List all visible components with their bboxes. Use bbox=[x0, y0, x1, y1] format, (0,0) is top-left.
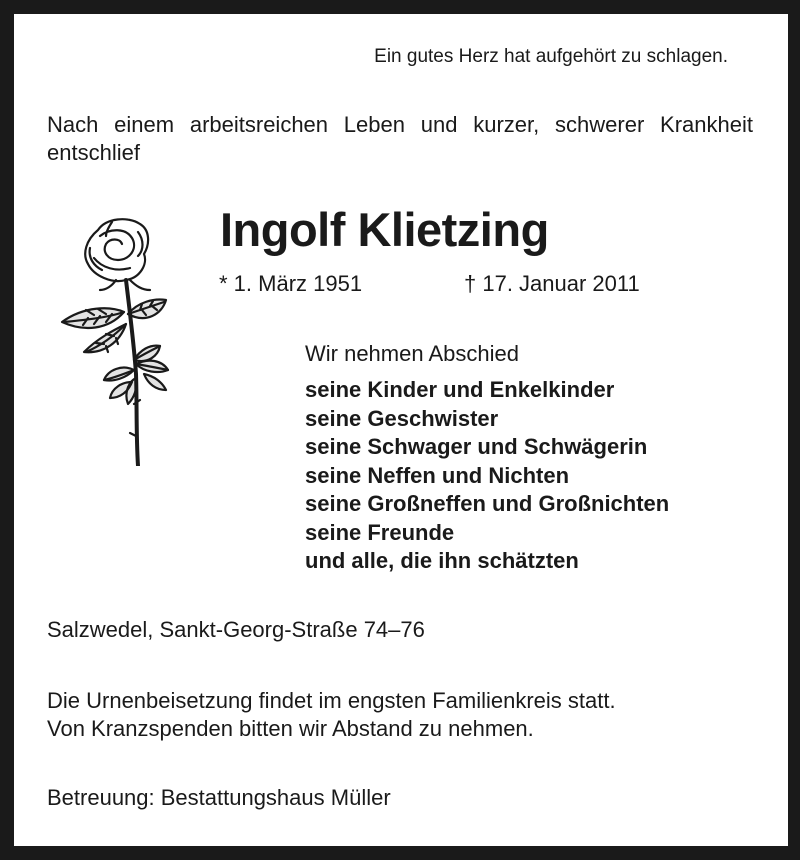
deceased-name: Ingolf Klietzing bbox=[220, 203, 549, 256]
notice-line: Die Urnenbeisetzung findet im engsten Familienkreis statt. bbox=[47, 688, 616, 713]
funeral-notice bbox=[47, 687, 616, 743]
notice-line: Von Kranzspenden bitten wir Abstand zu nehmen. bbox=[47, 716, 534, 741]
mourner-line: seine Schwager und Schwägerin bbox=[305, 434, 648, 459]
mourners-list bbox=[305, 376, 669, 576]
mourner-line: seine Großneffen und Großnichten bbox=[305, 491, 670, 516]
address-line: Salzwedel, Sankt-Georg-Straße 74–76 bbox=[47, 617, 425, 642]
mourner-line: seine Geschwister bbox=[305, 405, 499, 431]
mourner-line: seine Kinder und Enkelkinder bbox=[305, 377, 615, 402]
mourner-line: und alle, die ihn schätzten bbox=[305, 548, 579, 573]
birth-date: * 1. März 1951 bbox=[219, 271, 363, 296]
motto-line: Ein gutes Herz hat aufgehört zu schlagen. bbox=[374, 46, 728, 67]
mourner-line: seine Freunde bbox=[305, 519, 455, 545]
mourner-line: seine Neffen und Nichten bbox=[305, 462, 570, 488]
undertaker-line: Betreuung: Bestattungshaus Müller bbox=[47, 785, 391, 810]
farewell-line: Wir nehmen Abschied bbox=[305, 341, 519, 366]
intro-text: Nach einem arbeitsreichen Leben und kurzer, schwerer Krankheit entschlief bbox=[47, 112, 753, 165]
rose-icon bbox=[54, 214, 186, 466]
death-date: † 17. Januar 2011 bbox=[464, 271, 640, 296]
